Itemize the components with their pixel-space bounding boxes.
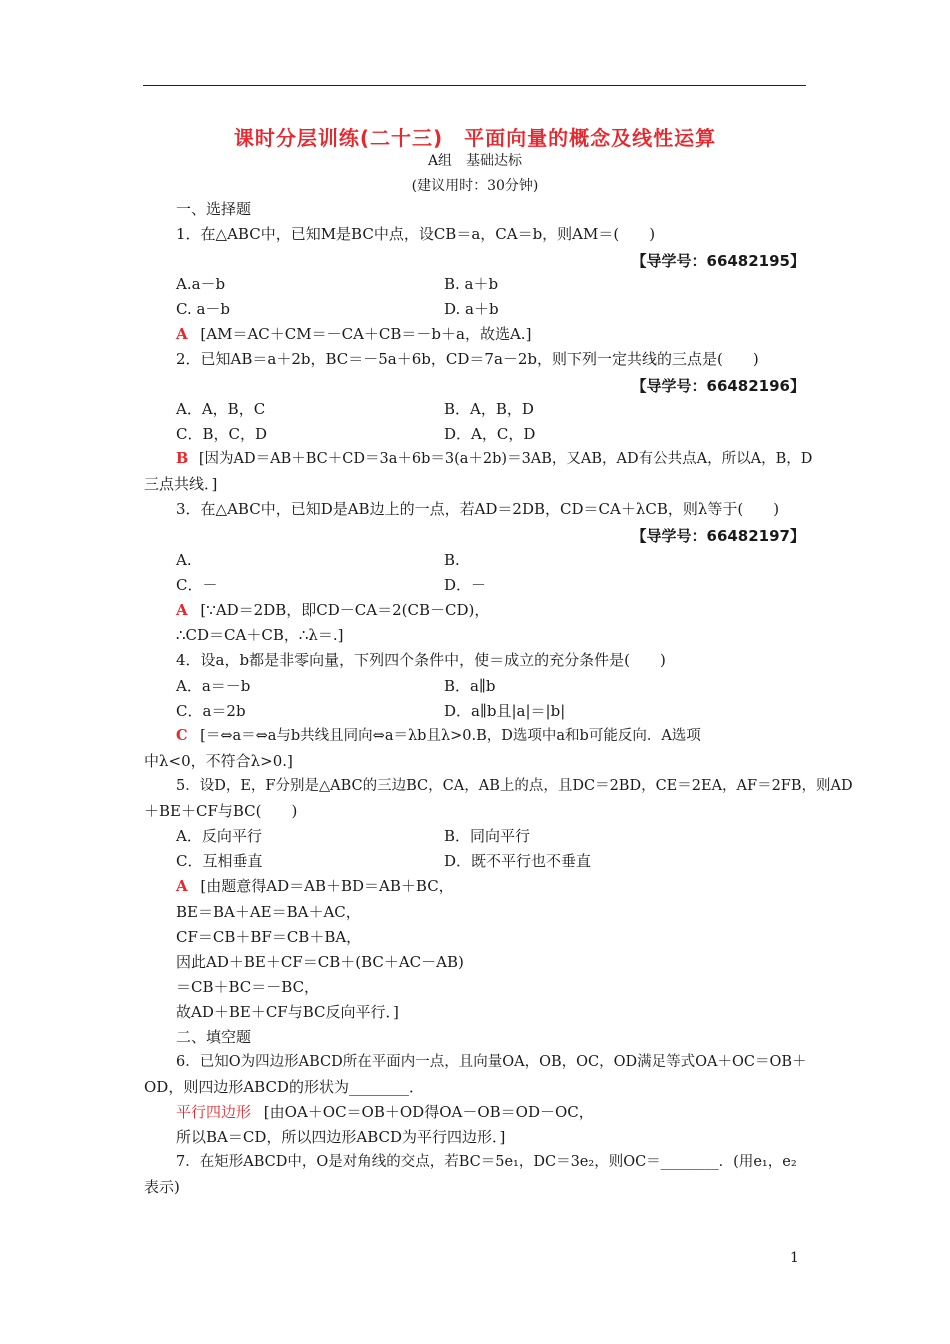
q6-stem-cont: OD，则四边形ABCD的形状为________．: [144, 1078, 424, 1096]
time-note: (建议用时：30分钟): [411, 178, 539, 194]
q3-answer-cont: ∴CD＝CA＋CB，∴λ＝.]: [176, 626, 344, 644]
q2-ref: 【导学号：66482196】: [631, 377, 805, 395]
q4-answer-letter: C: [176, 727, 188, 744]
q2-option-a: A．A，B，C: [176, 400, 266, 418]
q2-answer: [176, 450, 812, 468]
q1-option-a: A.a－b: [176, 275, 226, 293]
q2-option-b: B．A，B，D: [444, 400, 534, 418]
q5-answer-line: CF＝CB＋BF＝CB＋BA，: [176, 928, 362, 946]
q5-answer-letter: A: [176, 877, 188, 895]
q5-answer: [176, 877, 454, 895]
group-subtitle: A组 基础达标: [427, 153, 523, 169]
header-rule: [143, 85, 806, 86]
q6-stem: 6．已知O为四边形ABCD所在平面内一点，且向量OA，OB，OC，OD满足等式OA＋OC＝OB＋: [176, 1054, 807, 1070]
q5-answer-line: ＝CB＋BC＝－BC，: [176, 978, 320, 996]
q1-option-c: C. a－b: [176, 300, 231, 318]
q4-option-d: D．a∥b且|a|＝|b|: [444, 702, 566, 720]
page-number: 1: [790, 1250, 799, 1266]
q5-answer-line: 因此AD＋BE＋CF＝CB＋(BC＋AC－AB): [176, 953, 464, 971]
q1-stem: 1．在△ABC中，已知M是BC中点，设CB＝a，CA＝b，则AM＝( ): [176, 225, 656, 243]
q1-option-d: D. a＋b: [444, 300, 499, 318]
q4-answer-cont: 中λ<0，不符合λ>0.]: [144, 752, 293, 770]
q4-option-a: A．a＝－b: [176, 677, 251, 695]
q4-option-b: B．a∥b: [444, 677, 496, 695]
q2-option-c: C．B，C，D: [176, 425, 268, 443]
q1-answer: [176, 325, 531, 343]
section-choice-heading: 一、选择题: [176, 200, 252, 218]
q2-answer-cont: 三点共线．]: [144, 475, 218, 493]
q3-option-c: C．－: [176, 576, 218, 594]
q1-ref: 【导学号：66482195】: [631, 252, 805, 270]
q2-answer-letter: B: [176, 450, 189, 467]
q4-option-c: C．a＝2b: [176, 702, 246, 720]
q6-answer-word: 平行四边形: [176, 1103, 252, 1121]
q1-option-b: B. a＋b: [444, 275, 499, 293]
q3-option-d: D．－: [444, 576, 487, 594]
q6-answer-cont: 所以BA＝CD，所以四边形ABCD为平行四边形．]: [176, 1128, 506, 1146]
q3-answer-letter: A: [176, 601, 188, 619]
q3-answer: [176, 601, 489, 619]
q1-answer-text: [AM＝AC＋CM＝－CA＋CB＝－b＋a，故选A.]: [200, 325, 532, 343]
q4-answer: [176, 727, 701, 745]
q5-stem: 5．设D，E，F分别是△ABC的三边BC，CA，AB上的点，且DC＝2BD，CE＝2EA，AF＝2FB，则AD: [176, 778, 853, 794]
q5-option-a: A．反向平行: [176, 827, 262, 845]
page-title: 课时分层训练(二十三) 平面向量的概念及线性运算: [233, 126, 717, 150]
q4-answer-text: [＝⇔a＝⇔a与b共线且同向⇔a＝λb且λ>0.B，D选项中a和b可能反向．A选项: [200, 728, 701, 744]
q2-answer-text: [因为AD＝AB＋BC＋CD＝3a＋6b＝3(a＋2b)＝3AB，又AB，AD有公共点A，所以A，B，D: [198, 451, 813, 467]
q3-option-a: A.: [176, 551, 192, 569]
q2-option-d: D．A，C，D: [444, 425, 536, 443]
q5-answer-line: BE＝BA＋AE＝BA＋AC，: [176, 903, 361, 921]
q4-stem: 4．设a，b都是非零向量，下列四个条件中，使＝成立的充分条件是( ): [176, 651, 666, 669]
q6-answer: [176, 1103, 594, 1121]
q2-stem: 2．已知AB＝a＋2b，BC＝－5a＋6b，CD＝7a－2b，则下列一定共线的三点是( ): [176, 350, 759, 368]
q6-answer-text: [由OA＋OC＝OB＋OD得OA－OB＝OD－OC，: [263, 1103, 594, 1121]
q5-option-b: B．同向平行: [444, 827, 531, 845]
section-fill-heading: 二、填空题: [176, 1028, 252, 1046]
q1-answer-letter: A: [176, 325, 188, 343]
q5-answer-line: 故AD＋BE＋CF与BC反向平行．]: [176, 1003, 399, 1021]
q3-answer-text: [∵AD＝2DB，即CD－CA＝2(CB－CD)，: [200, 601, 490, 619]
q5-answer-line: [由题意得AD＝AB＋BD＝AB＋BC，: [200, 877, 454, 895]
q7-stem: 7．在矩形ABCD中，O是对角线的交点，若BC＝5e₁，DC＝3e₂，则OC＝________．(用e₁，e₂: [176, 1154, 797, 1170]
q3-ref: 【导学号：66482197】: [631, 527, 805, 545]
q3-option-b: B.: [444, 551, 460, 569]
q7-stem-cont: 表示): [144, 1178, 180, 1196]
q5-option-c: C．互相垂直: [176, 852, 263, 870]
q3-stem: 3．在△ABC中，已知D是AB边上的一点，若AD＝2DB，CD＝CA＋λCB，则λ等于( ): [176, 500, 780, 518]
q5-option-d: D．既不平行也不垂直: [444, 852, 592, 870]
q5-stem-cont: ＋BE＋CF与BC( ): [144, 802, 298, 820]
